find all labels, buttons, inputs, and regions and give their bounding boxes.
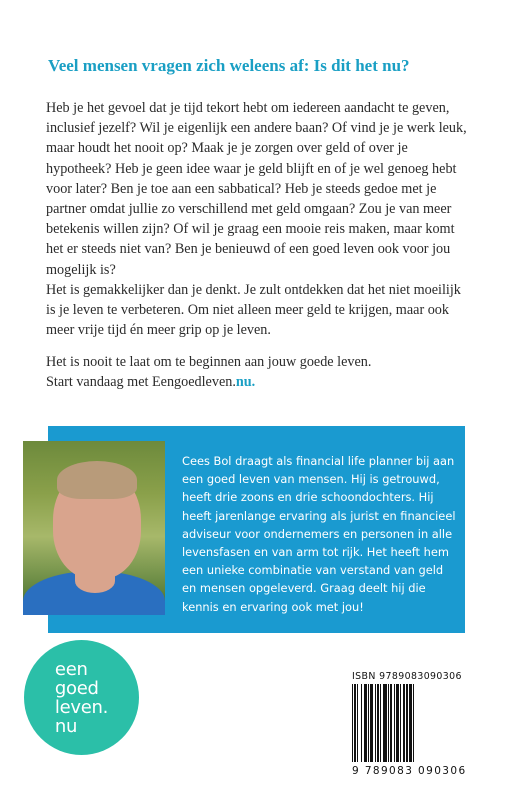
closing-line-1: Het is nooit te laat om te beginnen aan jouw goede leven. xyxy=(46,354,372,370)
logo-line-4: nu xyxy=(54,715,78,737)
closing-line-2-suffix: . xyxy=(251,374,256,391)
barcode-icon xyxy=(352,684,476,762)
closing-line-2-accent: nu xyxy=(235,374,252,391)
brand-logo xyxy=(24,640,139,755)
barcode-stripe xyxy=(414,684,416,762)
isbn-digits: 9 789083 090306 xyxy=(352,765,467,777)
middle-paragraph: Het is gemakkelijker dan je denkt. Je zult ontdekken dat het niet moeilijk is je leven te verbeteren. Om niet alleen meer geld te krijgen, maar ook meer vrije tijd én meer grip op je leven. xyxy=(46,282,461,339)
logo-line-1: een xyxy=(54,658,88,680)
intro-paragraph: Heb je het gevoel dat je tijd tekort hebt om iedereen aandacht te geven, inclusief jezelf? Wil je eigenlijk een andere baan? Of vind je je werk leuk, maar houdt het nooit op? Maak je je zorgen over geld of over je hypotheek? Heb je geen idee waar je geld blijft en of je wel genoeg hebt voor later? Ben je toe aan een sabbatical? Heb je steeds gedoe met je partner omdat jullie zo verschillend met geld omgaan? Zou je van meer betekenis willen zijn? Of wil je graag een mooie reis maken, maar komt het er steeds niet van? Ben je benieuwd of een goed leven ook voor jou mogelijk is? xyxy=(46,100,467,278)
brand-logo-text xyxy=(55,660,108,736)
headline: Veel mensen vragen zich weleens af: Is dit het nu? xyxy=(48,56,410,75)
author-bio-text: Cees Bol draagt als financial life planner bij aan een goed leven van mensen. Hij is getrouwd, heeft drie zoons en drie schoondochters. Hij heeft jarenlange ervaring als jurist en financieel adviseur voor ondernemers en personen in alle levensfasen en van arm tot rijk. Het heeft hem een unieke combinatie van verstand van geld en mensen opgeleverd. Graag deelt hij die kennis en ervaring ook met jou! xyxy=(182,454,456,614)
isbn-label: ISBN 9789083090306 xyxy=(352,671,462,682)
logo-line-3: leven. xyxy=(54,696,109,718)
author-photo xyxy=(23,441,165,615)
closing-line-2-prefix: Start vandaag met Eengoedleven. xyxy=(46,374,236,391)
photo-neck xyxy=(75,569,115,593)
photo-hair xyxy=(57,461,137,499)
closing-paragraph xyxy=(46,352,470,392)
logo-line-2: goed xyxy=(54,677,99,699)
